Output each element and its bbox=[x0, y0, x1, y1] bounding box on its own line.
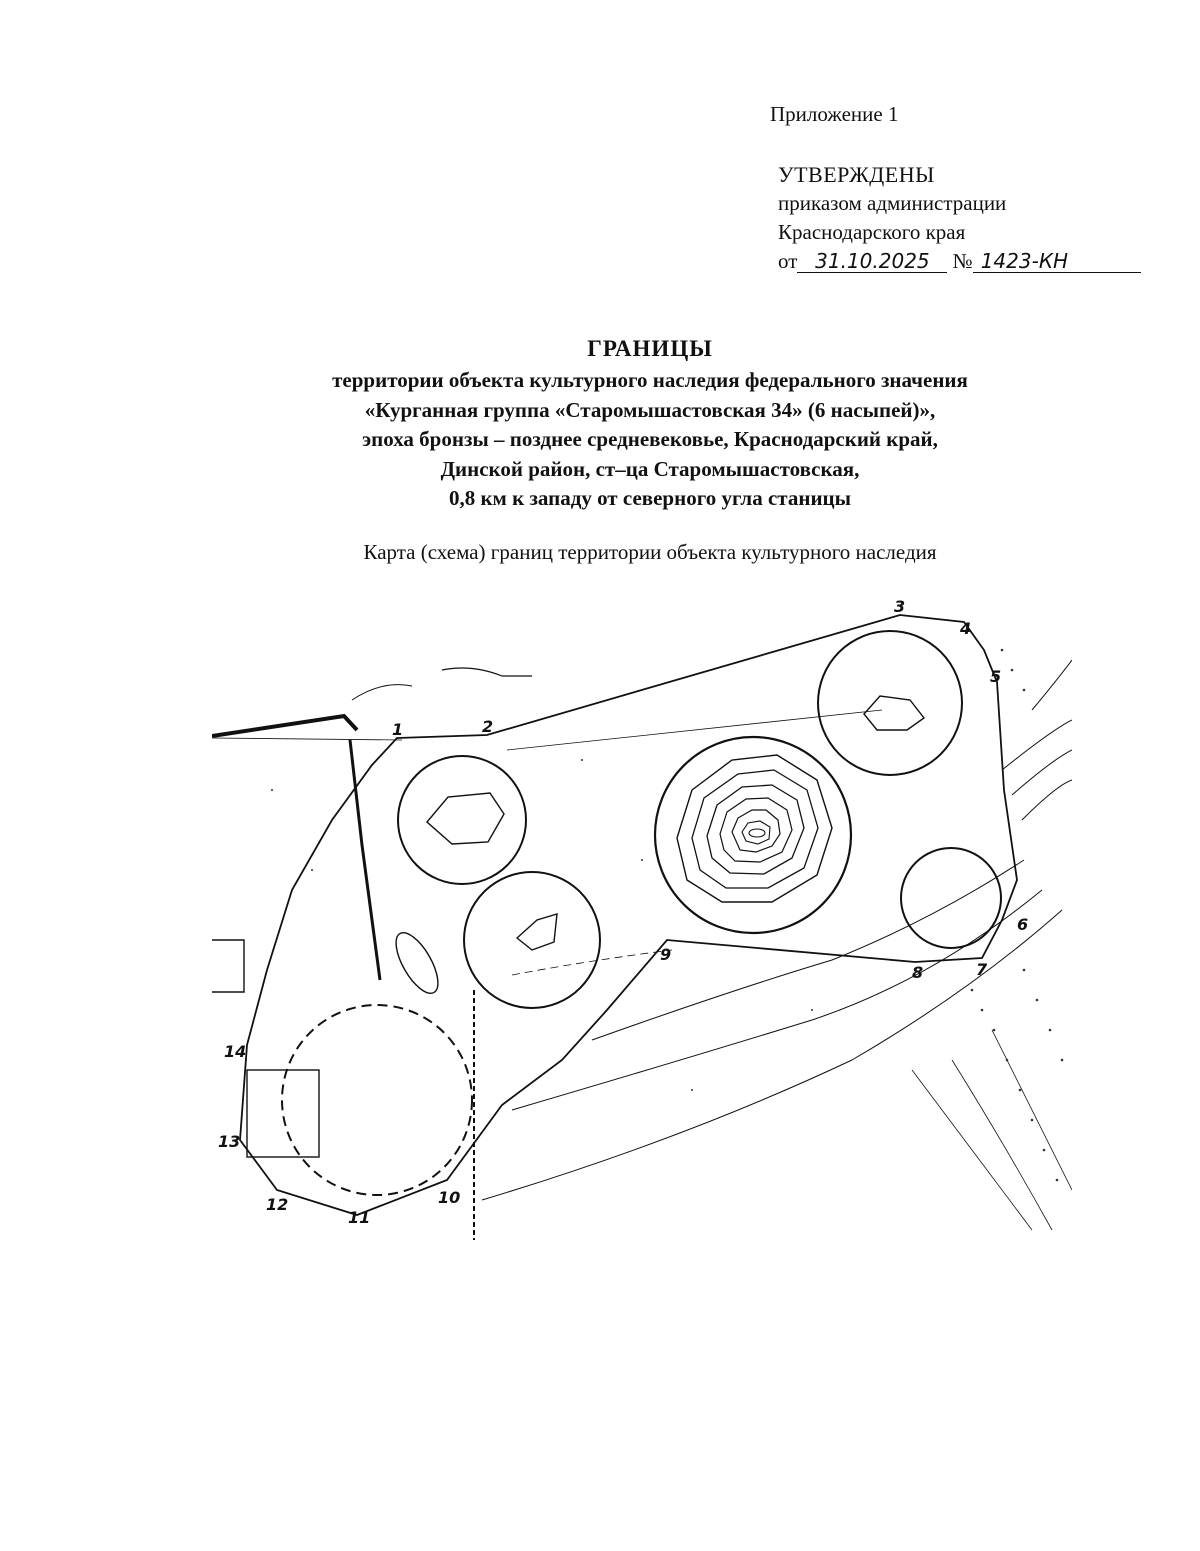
map-caption: Карта (схема) границ территории объекта культурного наследия bbox=[363, 540, 937, 564]
handwritten-number: 1423-КН bbox=[973, 250, 1141, 273]
heading-line-1: территории объекта культурного наследия федерального значения bbox=[332, 368, 968, 392]
heading-line-5: 0,8 км к западу от северного угла станицы bbox=[448, 486, 852, 510]
point-label-7: 7 bbox=[976, 960, 988, 979]
point-label-1: 1 bbox=[392, 720, 404, 739]
date-prefix: от bbox=[778, 249, 798, 273]
point-label-2: 2 bbox=[482, 717, 494, 736]
point-label-5: 5 bbox=[990, 667, 1002, 686]
approved-by-line-2: Краснодарского края bbox=[778, 220, 966, 244]
approval-block bbox=[778, 160, 1141, 276]
point-label-3: 3 bbox=[894, 597, 906, 616]
point-label-9: 9 bbox=[660, 945, 672, 964]
heading-title: ГРАНИЦЫ bbox=[587, 336, 713, 361]
heading-line-4: Динской район, ст–ца Старомышастовская, bbox=[440, 456, 860, 481]
point-label-8: 8 bbox=[912, 963, 924, 982]
heading-line-2: «Курганная группа «Старомышастовская 34» (6 насыпей)», bbox=[364, 397, 936, 422]
boundary-map bbox=[212, 590, 1072, 1250]
point-label-14: 14 bbox=[224, 1042, 247, 1061]
point-label-13: 13 bbox=[218, 1132, 241, 1151]
handwritten-date: 31.10.2025 bbox=[797, 250, 947, 273]
document-heading bbox=[150, 336, 1150, 514]
approved-title: УТВЕРЖДЕНЫ bbox=[778, 162, 935, 187]
appendix-label: Приложение 1 bbox=[770, 102, 899, 126]
boundary-point-labels bbox=[218, 597, 1028, 1227]
terrain-dots bbox=[271, 649, 1063, 1182]
point-label-6: 6 bbox=[1017, 915, 1029, 934]
heading-line-3: эпоха бронзы – позднее средневековье, Краснодарский край, bbox=[362, 427, 938, 451]
point-label-4: 4 bbox=[960, 619, 972, 638]
point-label-10: 10 bbox=[438, 1188, 461, 1207]
point-label-12: 12 bbox=[266, 1195, 289, 1214]
map-linework bbox=[212, 615, 1072, 1240]
point-label-11: 11 bbox=[348, 1208, 371, 1227]
approved-by-line-1: приказом администрации bbox=[778, 191, 1007, 215]
number-prefix: № bbox=[952, 249, 973, 273]
approval-date-number bbox=[778, 247, 1141, 276]
